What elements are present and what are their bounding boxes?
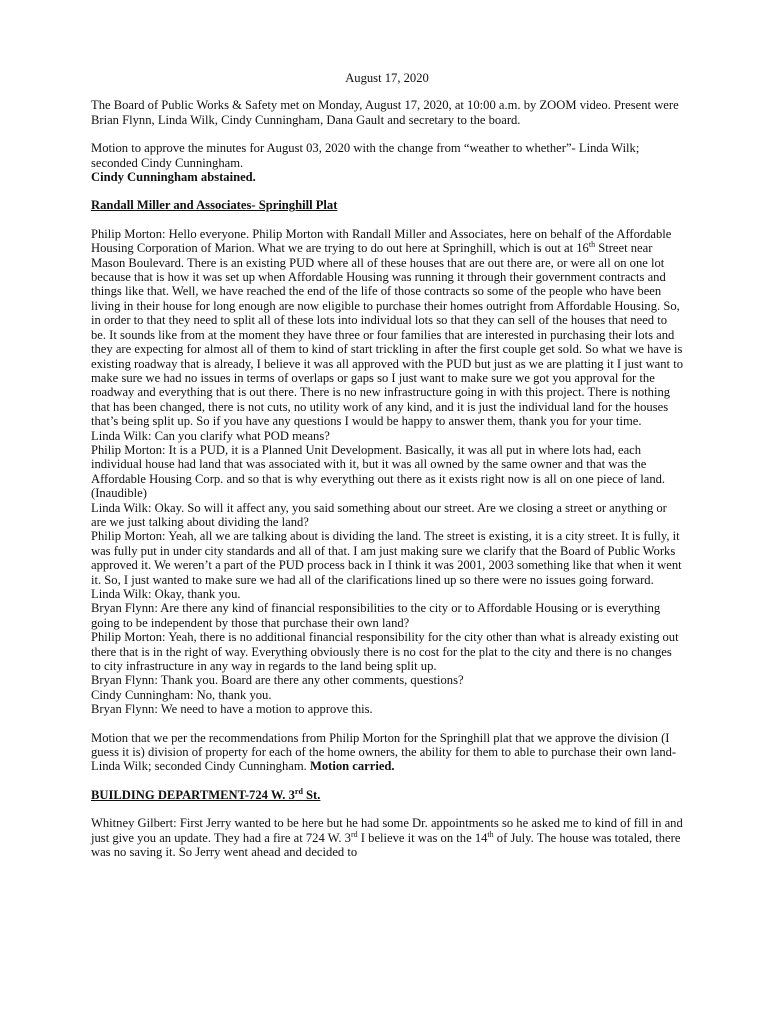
meeting-date: August 17, 2020 — [345, 71, 429, 85]
dialog-line: Linda Wilk: Okay. So will it affect any, you said something about our street. Are we closing a street or anything or are we just talking about dividing the land? — [91, 500, 667, 529]
dialog-line: Philip Morton: Yeah, all we are talking about is dividing the land. The street is existing, it is a city street. It is fully, it was fully put in under city standards and all of that. I am just making sure we clarify that the Board of Public Works approved it. We weren’t a part of the PUD process back in I think it was 2001, 2003 something like that when it went it. So, I just wanted to make sure we had all of the clarifications lined up so there were no issues going forward. — [91, 529, 682, 587]
minutes-motion-block — [91, 141, 683, 184]
section-heading-springhill: Randall Miller and Associates- Springhill Plat — [91, 198, 338, 213]
abstained-note: Cindy Cunningham abstained. — [91, 170, 256, 185]
whitney-statement: Whitney Gilbert: First Jerry wanted to be here but he had some Dr. appointments so he asked me to kind of fill in and just give you an update. They had a fire at 724 W. 3rd I believe it was on the 14th of July. The house was totaled, there was no saving it. So Jerry went ahead and decided to — [91, 816, 683, 860]
dialog-line: Bryan Flynn: We need to have a motion to approve this. — [91, 702, 373, 717]
morton-statement: Philip Morton: Hello everyone. Philip Morton with Randall Miller and Associates, here on behalf of the Affordable Housing Corporation of Marion. What we are trying to do out here at Springhill, which is out at 16th Street near Mason Boulevard. There is an existing PUD where all of these houses that are out there are, or were all on one lot because that is how it was set up when Affordable Housing was running it through their government contracts and things like that. Well, we have reached the end of the life of those contracts so some of the people who have been living in their house for long enough are now eligible to purchase their homes outright from Affordable Housing. So, in order to that they need to split all of these lots into individual lots so that they can sell of the houses that need to be. It sounds like from at the moment they have three or four families that are interested in purchasing their lots and they are expecting for almost all of them to kind of start trickling in after the first couple get sold. So what we have is existing roadway that is already, I believe it was all approved with the PUD but just as we are platting it I just want to make sure we had no issues in terms of overlaps or gaps so I just want to make sure we got you approval for the roadway and everything that is out there. There is no new infrastructure going in with this project. There is nothing that has been changed, there is not cuts, no utility work of any kind, and it is just the individual land for the houses that’s being split up. So if you have any questions I would be happy to answer them, thank you for your time. — [91, 226, 683, 429]
minutes-motion: Motion to approve the minutes for August 03, 2020 with the change from “weather to whether”- Linda Wilk; seconded Cindy Cunningham. — [91, 141, 640, 170]
dialog-line: Bryan Flynn: Thank you. Board are there any other comments, questions? — [91, 673, 464, 688]
dialog-line: Bryan Flynn: Are there any kind of financial responsibilities to the city or to Affordable Housing or is everything going to be independent by those that purchase their own land? — [91, 601, 661, 630]
motion-carried: Motion carried. — [309, 759, 395, 774]
springhill-discussion — [91, 227, 683, 717]
dialog-line: Philip Morton: Yeah, there is no additional financial responsibility for the city other than what is already existing out there that is in the right of way. Everything obviously there is no cost for the plat to the city and there is no changes to city infrastructure in any way in regards to the land being split up. — [91, 630, 679, 674]
intro-paragraph: The Board of Public Works & Safety met on Monday, August 17, 2020, at 10:00 a.m. by ZOOM video. Present were Brian Flynn, Linda Wilk, Cindy Cunningham, Dana Gault and secretary to the board. — [91, 98, 679, 127]
document-body — [91, 66, 683, 860]
dialog-line: Philip Morton: It is a PUD, it is a Planned Unit Development. Basically, it was all put in where lots had, each individual house had land that was associated with it, but it was all owned by the same owner and that was the Affordable Housing Corp. and so that is why everything out there as it exists right now is all on one piece of land. (Inaudible) — [91, 442, 666, 501]
dialog-line: Linda Wilk: Can you clarify what POD means? — [91, 428, 330, 443]
section-heading-building: BUILDING DEPARTMENT-724 W. 3rd St. — [91, 786, 321, 802]
dialog-line: Cindy Cunningham: No, thank you. — [91, 687, 272, 702]
plat-motion: Motion that we per the recommendations from Philip Morton for the Springhill plat that we approve the division (I guess it is) division of property for each of the home owners, the ability for them to able to purchase their own land- Linda Wilk; seconded Cindy Cunningham. Motion carried. — [91, 730, 677, 774]
dialog-line: Linda Wilk: Okay, thank you. — [91, 587, 241, 601]
